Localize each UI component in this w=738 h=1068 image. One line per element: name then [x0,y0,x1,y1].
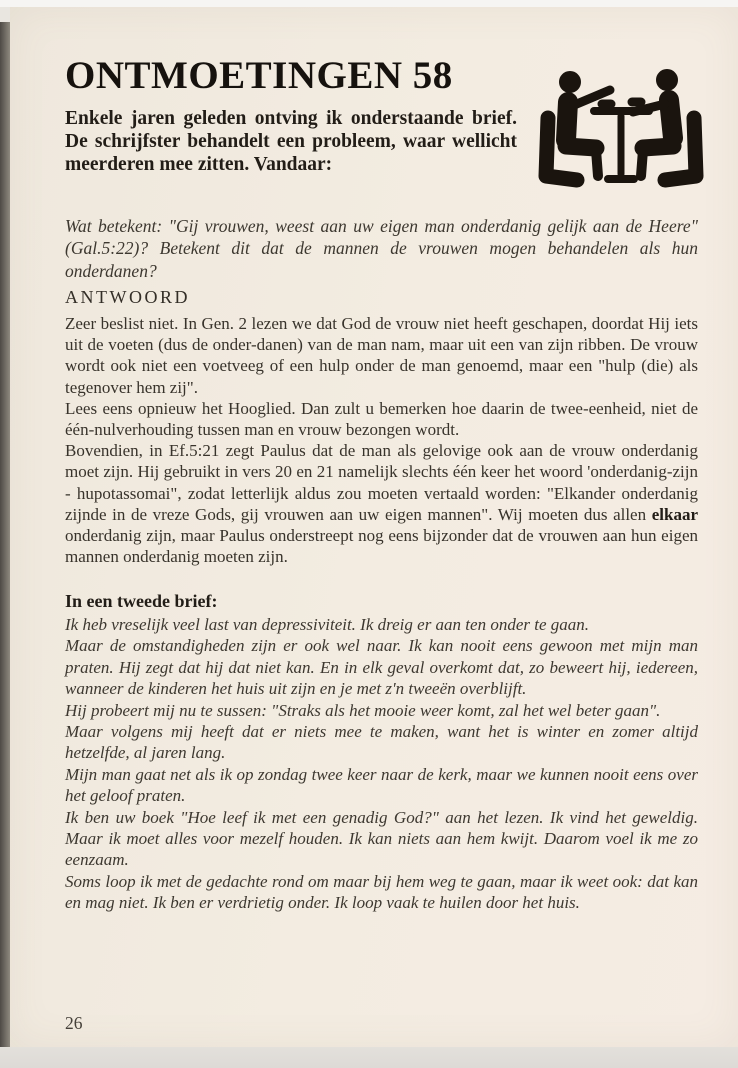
emphasized-word: elkaar [651,504,698,524]
conversation-table-icon [515,60,727,208]
scan-top-edge [0,0,738,7]
letter-paragraph: Ik heb vreselijk veel last van depressiviteit. Ik dreig er aan ten onder te gaan. [65,615,590,634]
letter-paragraph: Soms loop ik met de gedachte rond om maar bij hem weg te gaan, maar ik weet ook: dat kan en mag niet. Ik ben er verdrietig onder. Ik loop vaak te huilen door het huis. [65,871,698,913]
answer-paragraph [65,440,698,567]
answer-text: Bovendien, in Ef.5:21 zegt Paulus dat de man als gelovige ook aan de vrouw onderdanig moet zijn. Hij gebruikt in vers 20 en 21 namelijk slechts één keer het woord 'onderdanig-zijn - hupotassomai", zodat letterlijk aldus zou moeten vertaald worden: "Elkander onderdanig zijnde in de vreze Gods, gij vrouwen aan uw eigen mannen". Wij moeten dus allen [65,441,698,524]
letter-paragraph: Hij probeert mij nu te sussen: "Straks als het mooie weer komt, zal het wel beter gaan". [65,700,661,720]
second-letter-body [65,614,698,914]
intro-paragraph: Enkele jaren geleden ontving ik onderstaande brief. De schrijfster behandelt een probleem, waar wellicht meerderen mee zitten. Vandaar: [65,108,517,175]
book-page [10,7,738,1047]
scan-left-edge [0,22,10,1050]
answer-text: onderdanig zijn, maar Paulus onderstreept nog eens bijzonder dat de vrouwen aan hun eigen mannen onderdanig moeten zijn. [65,526,698,567]
second-letter-heading: In een tweede brief: [65,591,218,611]
letter-paragraph: Maar de omstandigheden zijn er ook wel naar. Ik kan nooit eens gewoon met mijn man praten. Hij zegt dat hij dat niet kan. En in elk geval overkomt dat, zo beweert hij, iedereen, wanneer de kinderen het huis uit zijn en je met z'n tweeën overblijft. [65,636,698,699]
page-number: 26 [65,1013,83,1033]
answer-paragraph: Lees eens opnieuw het Hooglied. Dan zult u bemerken hoe daarin de twee-eenheid, niet de één-nulverhouding tussen man en vrouw bezongen wordt. [65,398,698,440]
reader-question: Wat betekent: "Gij vrouwen, weest aan uw eigen man onderdanig gelijk aan de Heere" (Gal.5:22)? Betekent dit dat de mannen de vrouwen mogen behandelen als hun onderdanen? [65,216,698,281]
answer-body [65,313,698,567]
page-title: ONTMOETINGEN 58 [65,54,453,97]
letter-paragraph: Ik ben uw boek "Hoe leef ik met een genadig God?" aan het lezen. Ik vind het geweldig. Maar ik moet alles voor mezelf houden. Ik kan niets aan hem kwijt. Daarom voel ik me zo eenzaam. [65,807,698,870]
answer-heading: ANTWOORD [65,287,190,307]
letter-paragraph: Mijn man gaat net als ik op zondag twee keer naar de kerk, maar we kunnen nooit eens over het geloof praten. [65,764,698,806]
letter-paragraph: Maar volgens mij heeft dat er niets mee te maken, want het is winter en zomer altijd hetzelfde, al jaren lang. [65,722,698,763]
answer-paragraph: Zeer beslist niet. In Gen. 2 lezen we dat God de vrouw niet heeft geschapen, doordat Hij iets uit de voeten (dus de onder-danen) van de man nam, maar uit een van zijn ribben. De vrouw wordt ook niet een voetveeg of een hulp onder de man genoemd, maar een "hulp (die) als tegenover hem zij". [65,314,698,397]
scan-bottom-edge [0,1047,738,1068]
